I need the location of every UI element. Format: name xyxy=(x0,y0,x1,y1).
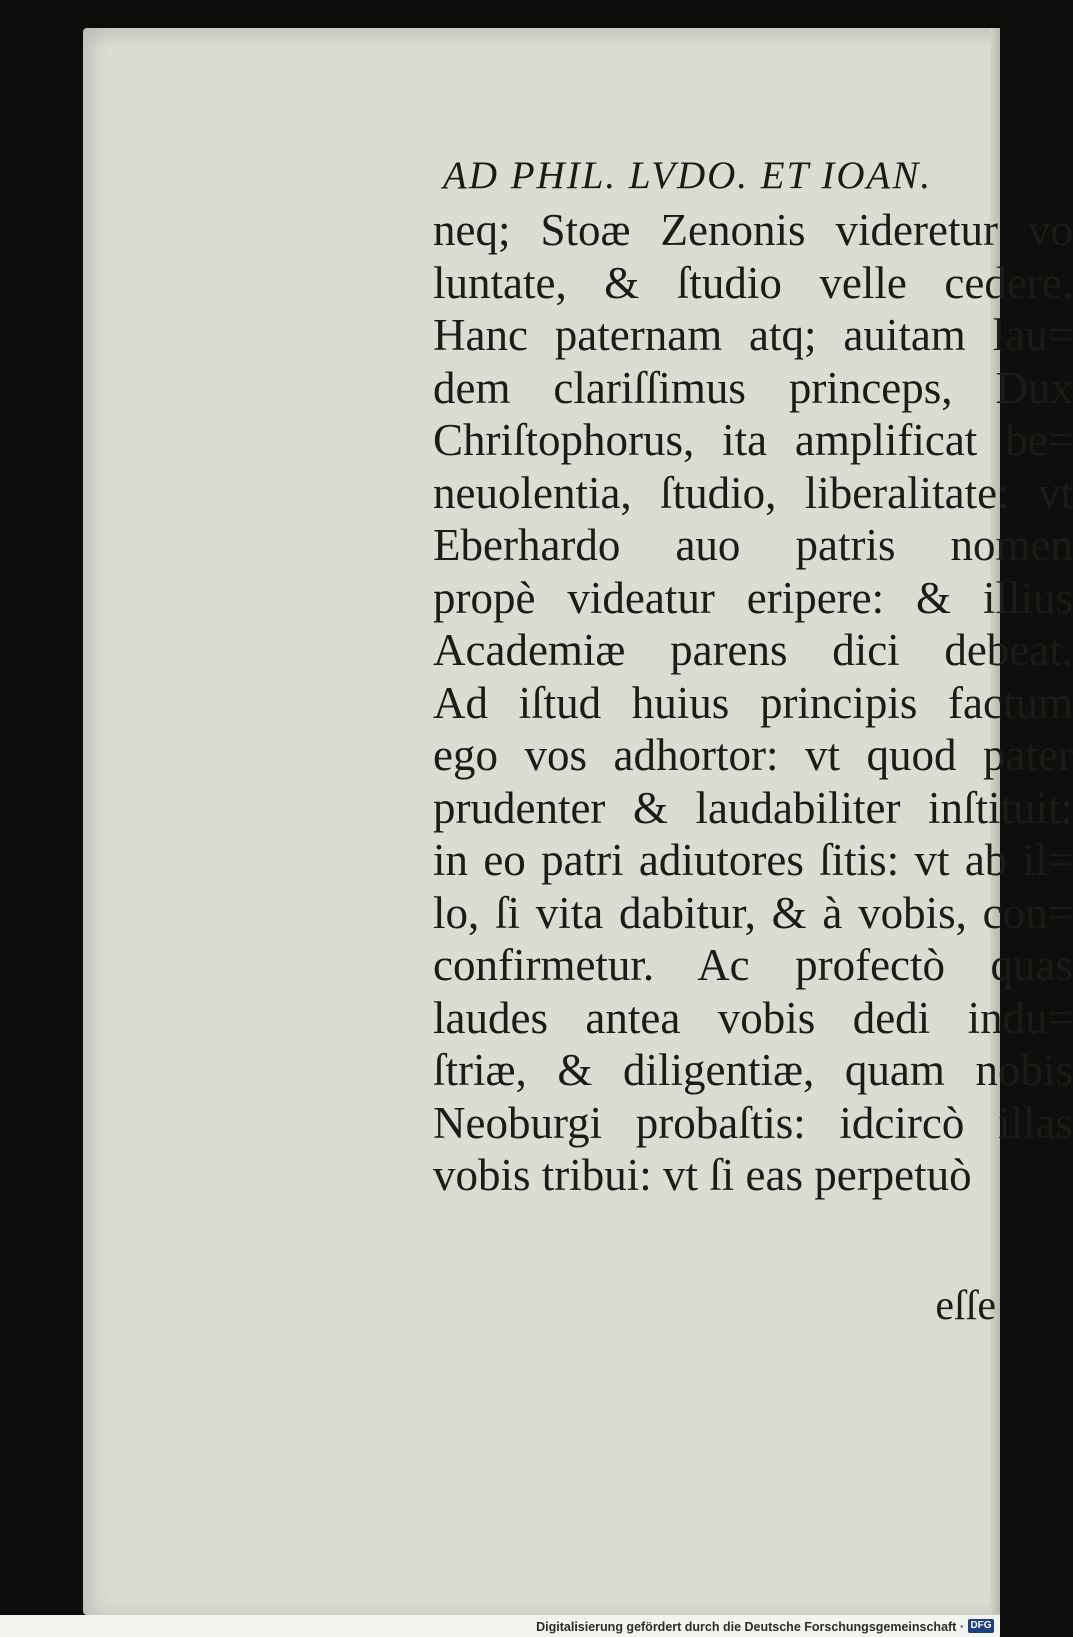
running-head: AD PHIL. LVDO. ET IOAN. xyxy=(443,154,933,197)
text-line: confirmetur. Ac profectò quas xyxy=(433,940,1073,990)
text-line: Academiæ parens dici debeat. xyxy=(433,625,1073,675)
text-line: luntate, & ſtudio velle cedere. xyxy=(433,257,1073,308)
text-line: neq; Stoæ Zenonis videretur vo xyxy=(433,205,1073,255)
text-line: neuolentia, ſtudio, liberalitate: vt xyxy=(433,467,1073,518)
text-line: dem clariſſimus princeps, Dux xyxy=(433,362,1073,413)
text-line: prudenter & laudabiliter inſtituit: xyxy=(433,782,1073,833)
digitization-footer xyxy=(0,1615,1000,1637)
funding-credit: Digitalisierung gefördert durch die Deutsche Forschungsgemeinschaft · xyxy=(536,1620,964,1634)
text-line: Ad iſtud huius principis factum xyxy=(433,677,1073,728)
text-block xyxy=(433,204,1073,1202)
text-line: vobis tribui: vt ſi eas perpetuò xyxy=(433,1150,972,1200)
text-line: ſtriæ, & diligentiæ, quam nobis xyxy=(433,1045,1073,1095)
text-line: lo, ſi vita dabitur, & à vobis, con= xyxy=(433,887,1073,938)
text-line: in eo patri adiutores ſitis: vt ab il= xyxy=(433,835,1073,885)
text-line: Chriſtophorus, ita amplificat be= xyxy=(433,415,1073,465)
book-page xyxy=(83,28,1073,1615)
text-line: laudes antea vobis dedi indu= xyxy=(433,992,1073,1043)
dfg-logo-icon: DFG xyxy=(968,1619,994,1633)
text-line: Neoburgi probaſtis: idcircò illas xyxy=(433,1097,1073,1148)
catchword: eſſe xyxy=(935,1283,996,1329)
text-line: propè videatur eripere: & illius xyxy=(433,572,1073,623)
text-line: Eberhardo auo patris nomen xyxy=(433,520,1073,570)
text-line: ego vos adhortor: vt quod pater xyxy=(433,730,1073,780)
text-line: Hanc paternam atq; auitam lau= xyxy=(433,310,1073,360)
